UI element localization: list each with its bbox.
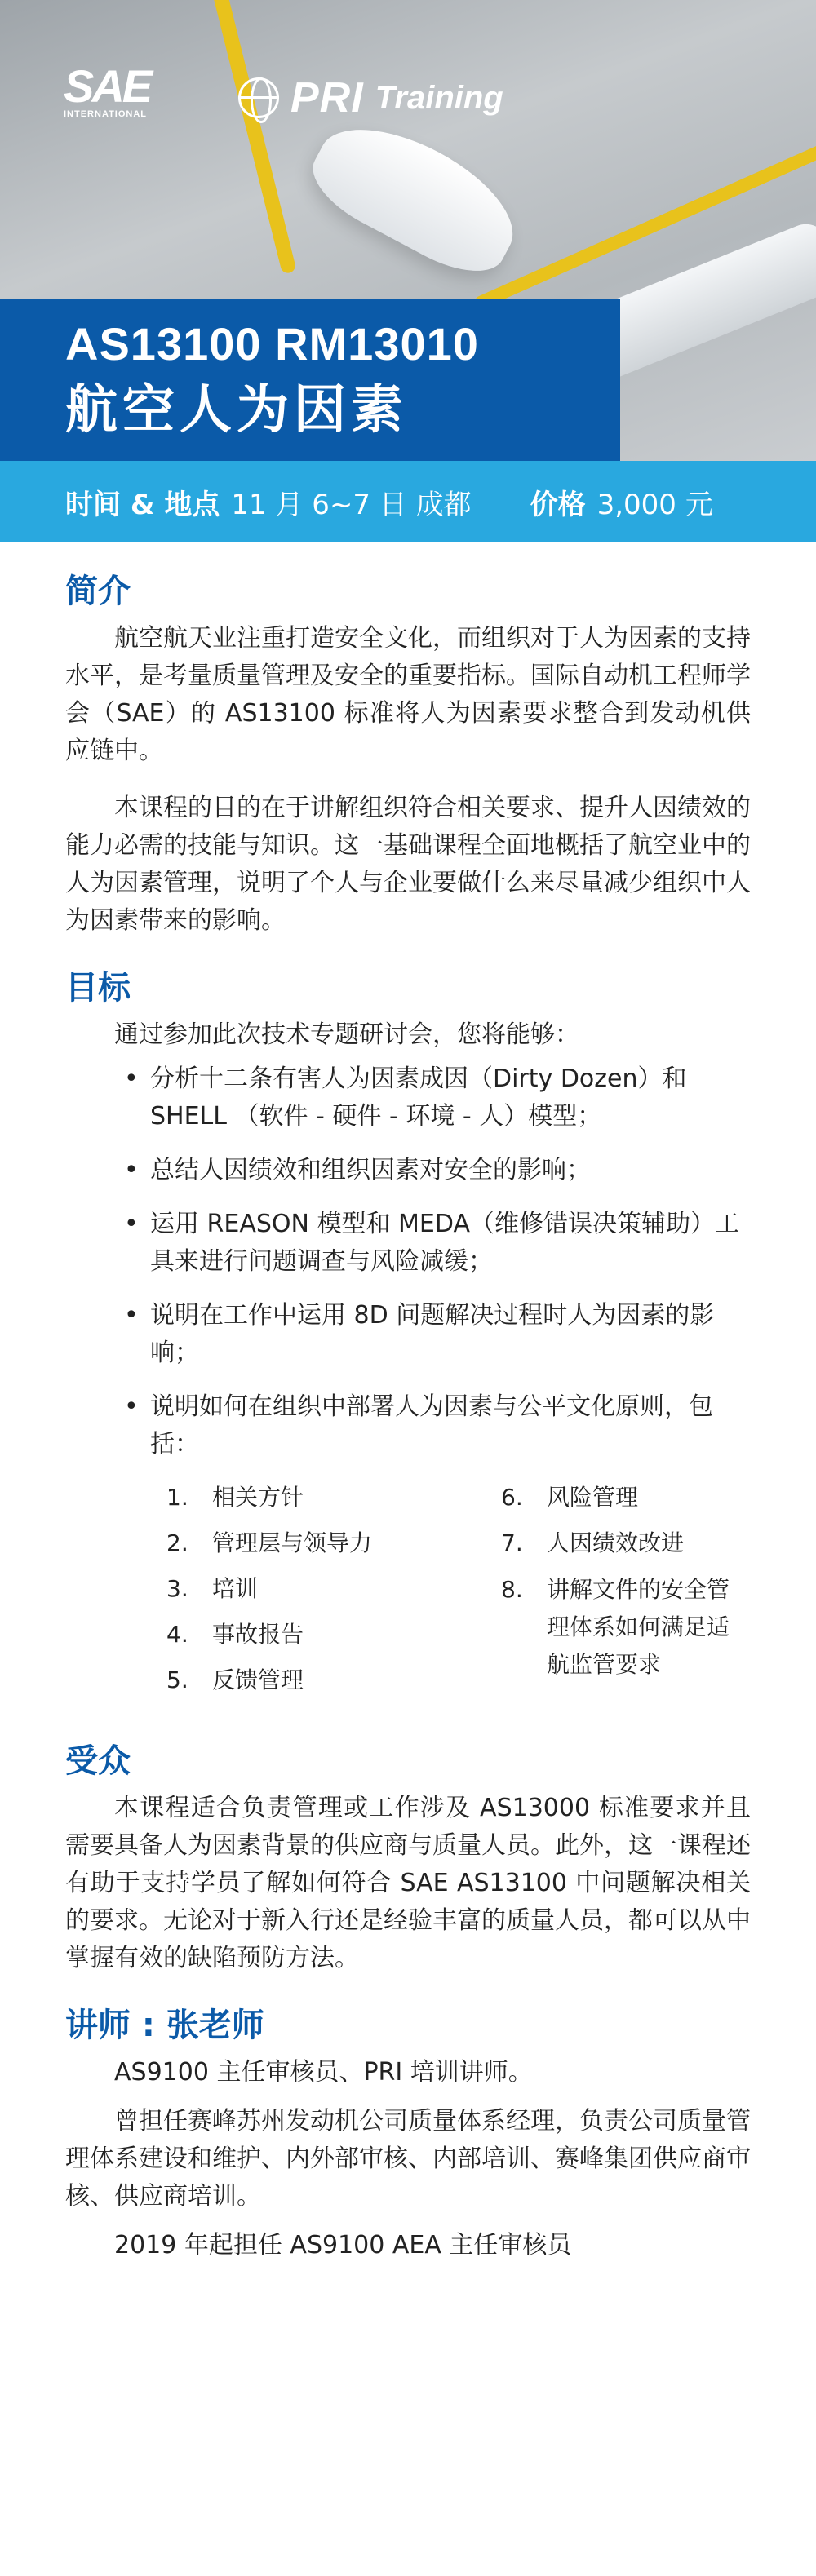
instructor-line: 曾担任赛峰苏州发动机公司质量体系经理，负责公司质量管理体系建设和维护、内外部审核、内部培训、赛峰集团供应商审核、供应商培训。	[65, 2107, 751, 2211]
principles-left-column	[166, 1475, 501, 1703]
goal-bullet-item: • 总结人因绩效和组织因素对安全的影响；	[65, 1152, 751, 1189]
goal-bullet-item: • 说明如何在组织中部署人为因素与公平文化原则，包括：	[65, 1388, 751, 1463]
training-logo-text: Training	[375, 79, 503, 116]
principle-item: 1. 相关方针	[166, 1484, 304, 1511]
goals-bullet-list	[65, 1060, 751, 1463]
instructor-heading: 讲师 : 张老师	[65, 2007, 264, 2044]
time-place-label: 时间 & 地点	[65, 488, 220, 521]
instructor-line: 2019 年起担任 AS9100 AEA 主任审核员	[114, 2231, 572, 2260]
goals-lead: 通过参加此次技术专题研讨会，您将能够：	[114, 1020, 579, 1049]
goal-bullet-item: • 运用 REASON 模型和 MEDA（维修错误决策辅助）工具来进行问题调查与风险减缓；	[65, 1206, 751, 1281]
sae-logo-subtext: INTERNATIONAL	[64, 109, 148, 119]
goal-bullet-item: • 分析十二条有害人为因素成因（Dirty Dozen）和 SHELL （软件 - 硬件 - 环境 - 人）模型；	[65, 1060, 751, 1135]
principles-numbered-list	[166, 1475, 751, 1703]
course-code: AS13100 RM13010	[65, 318, 479, 370]
principle-item: 4. 事故报告	[166, 1621, 304, 1648]
hero-banner	[0, 0, 816, 542]
course-title-box	[0, 299, 620, 461]
pri-training-logo	[238, 73, 503, 122]
audience-heading: 受众	[65, 1742, 131, 1780]
info-bar	[0, 461, 816, 542]
instructor-line: AS9100 主任审核员、PRI 培训讲师。	[114, 2058, 533, 2087]
sae-logo	[64, 60, 151, 119]
course-name: 航空人为因素	[65, 380, 408, 440]
intro-paragraph: 本课程的目的在于讲解组织符合相关要求、提升人因绩效的能力必需的技能与知识。这一基础课程全面地概括了航空业中的人为因素管理，说明了个人与企业要做什么来尽量减少组织中人为因素带来的影响。	[65, 794, 751, 935]
sae-logo-text: SAE	[64, 60, 151, 112]
goals-heading: 目标	[65, 969, 131, 1007]
intro-heading: 简介	[65, 573, 131, 610]
principle-item: 2. 管理层与领导力	[166, 1529, 373, 1556]
principles-right-column	[501, 1475, 751, 1703]
pri-logo-text: PRI	[290, 74, 364, 122]
globe-icon	[238, 77, 279, 118]
time-place-value: 11 月 6~7 日 成都	[231, 488, 472, 521]
audience-paragraph: 本课程适合负责管理或工作涉及 AS13000 标准要求并且需要具备人为因素背景的供应商与质量人员。此外，这一课程还有助于支持学员了解如何符合 SAE AS13100 中问题解决相关的要求。无论对于新入行还是经验丰富的质量人员，都可以从中掌握有效的缺陷预防方法。	[65, 1794, 751, 1972]
principle-item: 7. 人因绩效改进	[501, 1529, 685, 1556]
intro-paragraph: 航空航天业注重打造安全文化，而组织对于人为因素的支持水平，是考量质量管理及安全的重要指标。国际自动机工程师学会（SAE）的 AS13100 标准将人为因素要求整合到发动机供应链中。	[65, 624, 751, 765]
course-content	[65, 563, 751, 2284]
goal-bullet-item: • 说明在工作中运用 8D 问题解决过程时人为因素的影响；	[65, 1297, 751, 1372]
principle-item: 6. 风险管理	[501, 1484, 639, 1511]
price-value: 3,000 元	[596, 488, 713, 521]
airplane-nose-image	[299, 103, 533, 289]
principle-item: 5. 反馈管理	[166, 1666, 304, 1693]
principle-item: 3. 培训	[166, 1575, 259, 1602]
price-label: 价格	[530, 488, 586, 521]
principle-item: 8. 讲解文件的安全管理体系如何满足适航监管要求	[501, 1576, 730, 1678]
tarmac-line	[207, 0, 296, 275]
